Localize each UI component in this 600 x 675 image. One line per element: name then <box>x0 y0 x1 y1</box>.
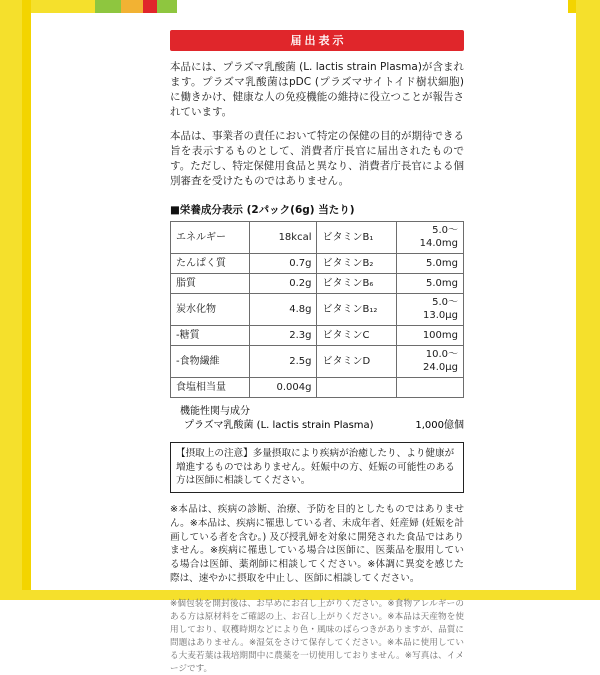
nutrition-value: 4.8g <box>250 294 317 326</box>
vitamin-value: 100mg <box>396 326 463 346</box>
nutrition-value: 0.2g <box>250 274 317 294</box>
vitamin-value: 5.0〜13.0µg <box>396 294 463 326</box>
vitamin-value: 5.0mg <box>396 274 463 294</box>
vitamin-label: ビタミンB₆ <box>317 274 396 294</box>
nutrition-label: エネルギー <box>171 222 250 254</box>
table-row <box>171 254 464 274</box>
caution-box: 【摂取上の注意】多量摂取により疾病が治癒したり、より健康が増進するものではありません。妊娠中の方、妊娠の可能性のある方は医師に相談してください。 <box>170 442 464 492</box>
nutrition-label: 脂質 <box>171 274 250 294</box>
fine-print-notes: ※個包装を開封後は、お早めにお召し上がりください。※食物アレルギーのある方は原材料をご確認の上、お召し上がりください。※本品は天産物を使用しており、収穫時期などにより色・風味のばらつきがありますが、品質に問題はありません。※湿気をさけて保存してください。※本品に使用している大麦若葉は栽培期間中に農薬を一切使用しておりません。※写真は、イメージです。 <box>170 599 464 674</box>
vitamin-label: ビタミンB₁ <box>317 222 396 254</box>
table-row <box>171 378 464 398</box>
vitamin-label: ビタミンC <box>317 326 396 346</box>
top-strip-seg-red <box>143 0 157 13</box>
right-edge-strip <box>576 0 600 600</box>
vitamin-value: 10.0〜24.0µg <box>396 346 463 378</box>
nutrition-label: たんぱく質 <box>171 254 250 274</box>
top-strip-seg-white <box>177 0 576 13</box>
top-strip-seg-green-2 <box>157 0 177 13</box>
notification-badge: 届出表示 <box>170 30 464 51</box>
table-empty-cell <box>317 378 396 398</box>
vitamin-label: ビタミンD <box>317 346 396 378</box>
nutrition-value: 0.7g <box>250 254 317 274</box>
functional-ingredient-row <box>180 419 464 433</box>
vitamin-value: 5.0〜14.0mg <box>396 222 463 254</box>
label-content <box>170 30 464 675</box>
functional-ingredient-heading: 機能性関与成分 <box>180 406 250 418</box>
nutrition-label: 炭水化物 <box>171 294 250 326</box>
nutrition-heading: ■栄養成分表示 (2パック(6g) 当たり) <box>170 204 355 217</box>
vitamin-label: ビタミンB₁₂ <box>317 294 396 326</box>
top-strip-seg-orange <box>121 0 143 13</box>
nutrition-label: -食物繊維 <box>171 346 250 378</box>
top-strip-seg-green <box>95 0 121 13</box>
functional-ingredient-block <box>170 405 464 433</box>
top-edge-strip <box>0 0 600 13</box>
nutrition-table <box>170 221 464 398</box>
vitamin-value: 5.0mg <box>396 254 463 274</box>
nutrition-label: -糖質 <box>171 326 250 346</box>
table-row <box>171 274 464 294</box>
left-edge-strip <box>0 0 22 600</box>
vitamin-label: ビタミンB₂ <box>317 254 396 274</box>
functional-ingredient-amount: 1,000億個 <box>415 420 464 432</box>
nutrition-value: 18kcal <box>250 222 317 254</box>
table-row <box>171 346 464 378</box>
nutrition-value: 2.5g <box>250 346 317 378</box>
table-row <box>171 294 464 326</box>
label-white-panel <box>31 13 576 674</box>
nutrition-value: 2.3g <box>250 326 317 346</box>
table-row <box>171 222 464 254</box>
disclaimer-notes: ※本品は、疾病の診断、治療、予防を目的としたものではありません。※本品は、疾病に罹患している者、未成年者、妊産婦 (妊娠を計画している者を含む。) 及び授乳婦を対象に開発された食品ではありません。※疾病に罹患している場合は医師に、医薬品を服用している場合は医師、薬剤師に相談してください。※体調に異変を感じた際は、速やかに摂取を中止し、医師に相談してください。 <box>170 503 464 585</box>
nutrition-label: 食塩相当量 <box>171 378 250 398</box>
nutrition-value: 0.004g <box>250 378 317 398</box>
left-edge-strip-inner <box>22 0 31 600</box>
functional-ingredient-name: プラズマ乳酸菌 (L. lactis strain Plasma) <box>184 420 374 432</box>
intro-paragraph-1: 本品には、プラズマ乳酸菌 (L. lactis strain Plasma)が含まれます。プラズマ乳酸菌はpDC (プラズマサイトイド樹状細胞) に働きかけ、健康な人の免疫機能の維持に役立つことが報告されています。 <box>170 61 464 118</box>
table-row <box>171 326 464 346</box>
intro-paragraph-2: 本品は、事業者の責任において特定の保健の目的が期待できる旨を表示するものとして、消費者庁長官に届出されたものです。ただし、特定保健用食品と異なり、消費者庁長官による個別審査を受けたものではありません。 <box>170 129 464 187</box>
table-empty-cell <box>396 378 463 398</box>
